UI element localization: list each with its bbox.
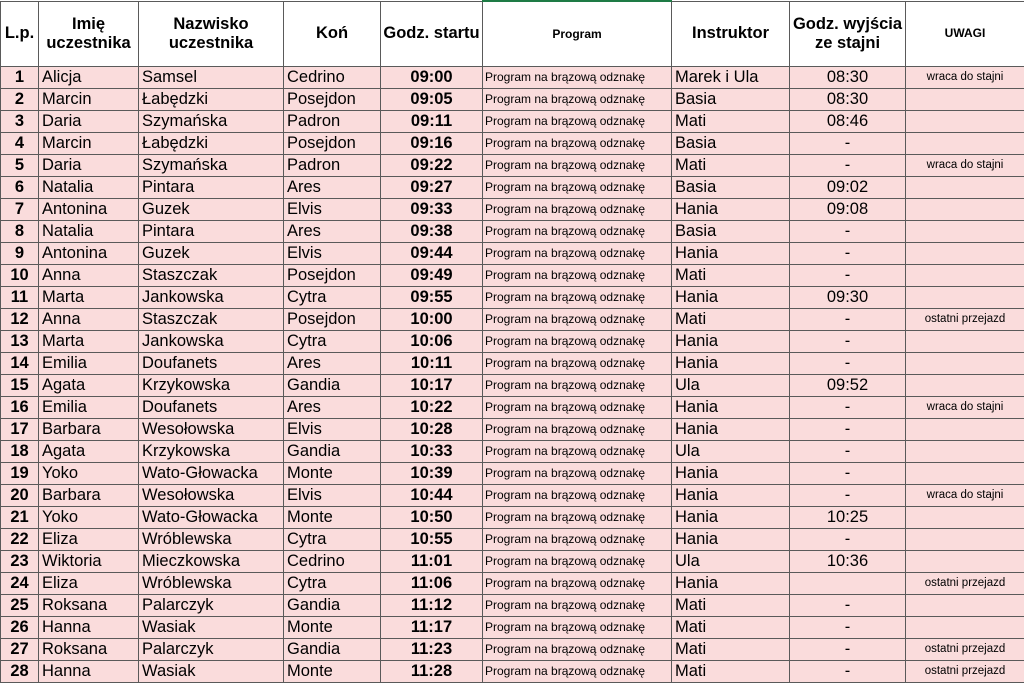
cell-notes[interactable]	[906, 595, 1024, 617]
table-row	[1, 617, 1024, 639]
cell-exit-time[interactable]: -	[790, 661, 906, 683]
cell-program[interactable]: Program na brązową odznakę	[483, 485, 672, 507]
cell-instructor[interactable]: Mati	[672, 309, 790, 331]
cell-notes[interactable]	[906, 507, 1024, 529]
cell-lp[interactable]: 13	[1, 331, 39, 353]
cell-start-time[interactable]: 10:00	[381, 309, 483, 331]
table-row	[1, 243, 1024, 265]
cell-notes[interactable]: wraca do stajni	[906, 67, 1024, 89]
cell-horse[interactable]: Gandia	[284, 639, 381, 661]
cell-first-name[interactable]: Emilia	[39, 397, 139, 419]
cell-instructor[interactable]: Hania	[672, 507, 790, 529]
cell-instructor[interactable]: Mati	[672, 639, 790, 661]
cell-last-name[interactable]: Doufanets	[139, 353, 284, 375]
cell-last-name[interactable]: Wato-Głowacka	[139, 463, 284, 485]
cell-first-name[interactable]: Barbara	[39, 419, 139, 441]
cell-notes[interactable]	[906, 463, 1024, 485]
cell-start-time[interactable]: 09:55	[381, 287, 483, 309]
cell-exit-time[interactable]: 10:36	[790, 551, 906, 573]
cell-exit-time[interactable]: 09:52	[790, 375, 906, 397]
table-row	[1, 353, 1024, 375]
cell-horse[interactable]: Posejdon	[284, 309, 381, 331]
cell-exit-time[interactable]: -	[790, 309, 906, 331]
cell-last-name[interactable]: Krzykowska	[139, 441, 284, 463]
cell-exit-time[interactable]: -	[790, 331, 906, 353]
cell-notes[interactable]	[906, 221, 1024, 243]
cell-lp[interactable]: 25	[1, 595, 39, 617]
cell-program[interactable]: Program na brązową odznakę	[483, 155, 672, 177]
cell-start-time[interactable]: 10:28	[381, 419, 483, 441]
cell-horse[interactable]: Ares	[284, 177, 381, 199]
cell-last-name[interactable]: Doufanets	[139, 397, 284, 419]
cell-notes[interactable]	[906, 353, 1024, 375]
cell-lp[interactable]: 4	[1, 133, 39, 155]
cell-last-name[interactable]: Palarczyk	[139, 639, 284, 661]
cell-notes[interactable]: wraca do stajni	[906, 155, 1024, 177]
cell-horse[interactable]: Monte	[284, 617, 381, 639]
cell-last-name[interactable]: Palarczyk	[139, 595, 284, 617]
cell-lp[interactable]: 19	[1, 463, 39, 485]
cell-last-name[interactable]: Staszczak	[139, 309, 284, 331]
cell-instructor[interactable]: Mati	[672, 617, 790, 639]
cell-notes[interactable]	[906, 419, 1024, 441]
cell-notes[interactable]	[906, 441, 1024, 463]
cell-exit-time[interactable]: -	[790, 595, 906, 617]
cell-first-name[interactable]: Yoko	[39, 463, 139, 485]
cell-last-name[interactable]: Guzek	[139, 199, 284, 221]
cell-exit-time[interactable]: 08:30	[790, 67, 906, 89]
cell-horse[interactable]: Cytra	[284, 529, 381, 551]
cell-instructor[interactable]: Hania	[672, 529, 790, 551]
table-row	[1, 397, 1024, 419]
cell-first-name[interactable]: Marta	[39, 287, 139, 309]
cell-horse[interactable]: Cedrino	[284, 67, 381, 89]
table-row	[1, 199, 1024, 221]
cell-notes[interactable]	[906, 529, 1024, 551]
cell-first-name[interactable]: Eliza	[39, 573, 139, 595]
cell-start-time[interactable]: 11:01	[381, 551, 483, 573]
cell-start-time[interactable]: 10:39	[381, 463, 483, 485]
cell-last-name[interactable]: Jankowska	[139, 331, 284, 353]
cell-horse[interactable]: Monte	[284, 507, 381, 529]
cell-notes[interactable]	[906, 287, 1024, 309]
cell-lp[interactable]: 20	[1, 485, 39, 507]
header-program[interactable]: Program	[483, 1, 672, 67]
cell-exit-time[interactable]: 09:30	[790, 287, 906, 309]
cell-start-time[interactable]: 09:22	[381, 155, 483, 177]
header-lp[interactable]: L.p.	[1, 1, 39, 67]
table-row	[1, 111, 1024, 133]
cell-notes[interactable]: wraca do stajni	[906, 397, 1024, 419]
table-row	[1, 221, 1024, 243]
table-row	[1, 177, 1024, 199]
cell-program[interactable]: Program na brązową odznakę	[483, 463, 672, 485]
header-horse[interactable]: Koń	[284, 1, 381, 67]
table-row	[1, 661, 1024, 683]
cell-first-name[interactable]: Hanna	[39, 661, 139, 683]
table-row	[1, 463, 1024, 485]
cell-lp[interactable]: 26	[1, 617, 39, 639]
cell-lp[interactable]: 14	[1, 353, 39, 375]
cell-program[interactable]: Program na brązową odznakę	[483, 353, 672, 375]
cell-lp[interactable]: 18	[1, 441, 39, 463]
cell-program[interactable]: Program na brązową odznakę	[483, 441, 672, 463]
cell-lp[interactable]: 2	[1, 89, 39, 111]
cell-program[interactable]: Program na brązową odznakę	[483, 287, 672, 309]
cell-instructor[interactable]: Hania	[672, 419, 790, 441]
cell-horse[interactable]: Monte	[284, 463, 381, 485]
cell-first-name[interactable]: Marcin	[39, 133, 139, 155]
cell-lp[interactable]: 16	[1, 397, 39, 419]
cell-program[interactable]: Program na brązową odznakę	[483, 265, 672, 287]
cell-instructor[interactable]: Hania	[672, 573, 790, 595]
cell-first-name[interactable]: Marta	[39, 331, 139, 353]
cell-last-name[interactable]: Pintara	[139, 221, 284, 243]
table-row	[1, 573, 1024, 595]
cell-instructor[interactable]: Ula	[672, 551, 790, 573]
cell-instructor[interactable]: Mati	[672, 155, 790, 177]
cell-exit-time[interactable]: 09:08	[790, 199, 906, 221]
cell-start-time[interactable]: 10:33	[381, 441, 483, 463]
cell-start-time[interactable]: 09:44	[381, 243, 483, 265]
cell-instructor[interactable]: Mati	[672, 595, 790, 617]
cell-first-name[interactable]: Barbara	[39, 485, 139, 507]
header-exit-time[interactable]: Godz. wyjścia ze stajni	[790, 1, 906, 67]
table-row	[1, 639, 1024, 661]
cell-notes[interactable]	[906, 331, 1024, 353]
cell-first-name[interactable]: Anna	[39, 265, 139, 287]
cell-program[interactable]: Program na brązową odznakę	[483, 639, 672, 661]
cell-horse[interactable]: Cytra	[284, 287, 381, 309]
header-instructor[interactable]: Instruktor	[672, 1, 790, 67]
cell-instructor[interactable]: Hania	[672, 331, 790, 353]
cell-last-name[interactable]: Wato-Głowacka	[139, 507, 284, 529]
cell-exit-time[interactable]: -	[790, 485, 906, 507]
table-row	[1, 309, 1024, 331]
cell-notes[interactable]: ostatni przejazd	[906, 661, 1024, 683]
cell-start-time[interactable]: 10:06	[381, 331, 483, 353]
cell-lp[interactable]: 27	[1, 639, 39, 661]
cell-last-name[interactable]: Szymańska	[139, 111, 284, 133]
cell-start-time[interactable]: 10:11	[381, 353, 483, 375]
cell-notes[interactable]	[906, 551, 1024, 573]
cell-first-name[interactable]: Eliza	[39, 529, 139, 551]
cell-program[interactable]: Program na brązową odznakę	[483, 309, 672, 331]
cell-lp[interactable]: 9	[1, 243, 39, 265]
cell-program[interactable]: Program na brązową odznakę	[483, 573, 672, 595]
table-row	[1, 507, 1024, 529]
cell-exit-time[interactable]: -	[790, 617, 906, 639]
cell-last-name[interactable]: Wasiak	[139, 617, 284, 639]
cell-start-time[interactable]: 11:17	[381, 617, 483, 639]
cell-instructor[interactable]: Hania	[672, 353, 790, 375]
cell-lp[interactable]: 5	[1, 155, 39, 177]
cell-notes[interactable]: ostatni przejazd	[906, 639, 1024, 661]
cell-program[interactable]: Program na brązową odznakę	[483, 111, 672, 133]
cell-lp[interactable]: 17	[1, 419, 39, 441]
cell-first-name[interactable]: Natalia	[39, 177, 139, 199]
cell-exit-time[interactable]: -	[790, 155, 906, 177]
cell-instructor[interactable]: Mati	[672, 265, 790, 287]
table-row	[1, 155, 1024, 177]
cell-notes[interactable]	[906, 265, 1024, 287]
table-row	[1, 287, 1024, 309]
cell-first-name[interactable]: Antonina	[39, 243, 139, 265]
cell-last-name[interactable]: Mieczkowska	[139, 551, 284, 573]
cell-program[interactable]: Program na brązową odznakę	[483, 133, 672, 155]
cell-notes[interactable]	[906, 133, 1024, 155]
cell-lp[interactable]: 8	[1, 221, 39, 243]
cell-horse[interactable]: Gandia	[284, 375, 381, 397]
cell-horse[interactable]: Posejdon	[284, 265, 381, 287]
cell-start-time[interactable]: 09:27	[381, 177, 483, 199]
cell-instructor[interactable]: Basia	[672, 221, 790, 243]
table-row	[1, 67, 1024, 89]
table-row	[1, 595, 1024, 617]
cell-first-name[interactable]: Yoko	[39, 507, 139, 529]
cell-last-name[interactable]: Wasiak	[139, 661, 284, 683]
cell-exit-time[interactable]: -	[790, 463, 906, 485]
cell-instructor[interactable]: Mati	[672, 661, 790, 683]
cell-start-time[interactable]: 10:17	[381, 375, 483, 397]
cell-first-name[interactable]: Daria	[39, 111, 139, 133]
table-row	[1, 133, 1024, 155]
cell-horse[interactable]: Monte	[284, 661, 381, 683]
cell-notes[interactable]: ostatni przejazd	[906, 309, 1024, 331]
cell-lp[interactable]: 22	[1, 529, 39, 551]
header-first-name[interactable]: Imię uczestnika	[39, 1, 139, 67]
table-row	[1, 551, 1024, 573]
cell-last-name[interactable]: Krzykowska	[139, 375, 284, 397]
cell-first-name[interactable]: Wiktoria	[39, 551, 139, 573]
cell-exit-time[interactable]: -	[790, 397, 906, 419]
cell-first-name[interactable]: Hanna	[39, 617, 139, 639]
cell-exit-time[interactable]: -	[790, 441, 906, 463]
cell-horse[interactable]: Cytra	[284, 331, 381, 353]
cell-program[interactable]: Program na brązową odznakę	[483, 595, 672, 617]
header-notes[interactable]: UWAGI	[906, 1, 1024, 67]
cell-program[interactable]: Program na brązową odznakę	[483, 507, 672, 529]
cell-lp[interactable]: 12	[1, 309, 39, 331]
cell-instructor[interactable]: Hania	[672, 463, 790, 485]
cell-program[interactable]: Program na brązową odznakę	[483, 397, 672, 419]
table-row	[1, 485, 1024, 507]
cell-notes[interactable]	[906, 617, 1024, 639]
cell-lp[interactable]: 11	[1, 287, 39, 309]
cell-start-time[interactable]: 09:33	[381, 199, 483, 221]
table-row	[1, 419, 1024, 441]
cell-exit-time[interactable]: -	[790, 265, 906, 287]
cell-horse[interactable]: Ares	[284, 397, 381, 419]
cell-last-name[interactable]: Wesołowska	[139, 419, 284, 441]
cell-horse[interactable]: Gandia	[284, 595, 381, 617]
cell-program[interactable]: Program na brązową odznakę	[483, 529, 672, 551]
cell-exit-time[interactable]: -	[790, 133, 906, 155]
cell-instructor[interactable]: Marek i Ula	[672, 67, 790, 89]
cell-start-time[interactable]: 09:00	[381, 67, 483, 89]
cell-horse[interactable]: Padron	[284, 155, 381, 177]
cell-instructor[interactable]: Basia	[672, 89, 790, 111]
cell-exit-time[interactable]: 08:46	[790, 111, 906, 133]
cell-lp[interactable]: 24	[1, 573, 39, 595]
cell-start-time[interactable]: 09:16	[381, 133, 483, 155]
cell-start-time[interactable]: 10:22	[381, 397, 483, 419]
header-last-name[interactable]: Nazwisko uczestnika	[139, 1, 284, 67]
cell-lp[interactable]: 3	[1, 111, 39, 133]
cell-lp[interactable]: 10	[1, 265, 39, 287]
cell-exit-time[interactable]: -	[790, 419, 906, 441]
cell-program[interactable]: Program na brązową odznakę	[483, 551, 672, 573]
cell-lp[interactable]: 6	[1, 177, 39, 199]
cell-instructor[interactable]: Mati	[672, 111, 790, 133]
cell-last-name[interactable]: Łabędzki	[139, 133, 284, 155]
cell-exit-time[interactable]: -	[790, 221, 906, 243]
cell-first-name[interactable]: Daria	[39, 155, 139, 177]
cell-exit-time[interactable]: 09:02	[790, 177, 906, 199]
cell-instructor[interactable]: Hania	[672, 199, 790, 221]
cell-program[interactable]: Program na brązową odznakę	[483, 177, 672, 199]
cell-start-time[interactable]: 11:23	[381, 639, 483, 661]
cell-start-time[interactable]: 10:44	[381, 485, 483, 507]
table-row	[1, 529, 1024, 551]
cell-exit-time[interactable]: -	[790, 529, 906, 551]
table-row	[1, 441, 1024, 463]
cell-horse[interactable]: Padron	[284, 111, 381, 133]
cell-lp[interactable]: 15	[1, 375, 39, 397]
cell-horse[interactable]: Ares	[284, 221, 381, 243]
cell-last-name[interactable]: Jankowska	[139, 287, 284, 309]
cell-lp[interactable]: 7	[1, 199, 39, 221]
cell-instructor[interactable]: Hania	[672, 397, 790, 419]
cell-program[interactable]: Program na brązową odznakę	[483, 661, 672, 683]
cell-notes[interactable]	[906, 243, 1024, 265]
cell-exit-time[interactable]: 10:25	[790, 507, 906, 529]
cell-notes[interactable]	[906, 89, 1024, 111]
cell-program[interactable]: Program na brązową odznakę	[483, 375, 672, 397]
table-row	[1, 331, 1024, 353]
cell-notes[interactable]	[906, 111, 1024, 133]
cell-first-name[interactable]: Anna	[39, 309, 139, 331]
cell-last-name[interactable]: Wesołowska	[139, 485, 284, 507]
header-row	[1, 1, 1024, 67]
cell-start-time[interactable]: 09:11	[381, 111, 483, 133]
cell-last-name[interactable]: Wróblewska	[139, 529, 284, 551]
cell-start-time[interactable]: 11:12	[381, 595, 483, 617]
table-row	[1, 375, 1024, 397]
cell-instructor[interactable]: Hania	[672, 485, 790, 507]
cell-horse[interactable]: Elvis	[284, 485, 381, 507]
header-start-time[interactable]: Godz. startu	[381, 1, 483, 67]
cell-exit-time[interactable]: -	[790, 353, 906, 375]
cell-notes[interactable]: wraca do stajni	[906, 485, 1024, 507]
cell-first-name[interactable]: Agata	[39, 441, 139, 463]
cell-instructor[interactable]: Basia	[672, 177, 790, 199]
cell-program[interactable]: Program na brązową odznakę	[483, 419, 672, 441]
cell-last-name[interactable]: Staszczak	[139, 265, 284, 287]
cell-first-name[interactable]: Marcin	[39, 89, 139, 111]
cell-first-name[interactable]: Emilia	[39, 353, 139, 375]
cell-last-name[interactable]: Wróblewska	[139, 573, 284, 595]
cell-horse[interactable]: Elvis	[284, 199, 381, 221]
cell-exit-time[interactable]: 08:30	[790, 89, 906, 111]
cell-instructor[interactable]: Hania	[672, 287, 790, 309]
cell-first-name[interactable]: Alicja	[39, 67, 139, 89]
cell-horse[interactable]: Ares	[284, 353, 381, 375]
cell-start-time[interactable]: 09:05	[381, 89, 483, 111]
cell-first-name[interactable]: Roksana	[39, 595, 139, 617]
cell-start-time[interactable]: 10:50	[381, 507, 483, 529]
cell-program[interactable]: Program na brązową odznakę	[483, 243, 672, 265]
cell-notes[interactable]: ostatni przejazd	[906, 573, 1024, 595]
cell-exit-time[interactable]: -	[790, 243, 906, 265]
cell-start-time[interactable]: 11:06	[381, 573, 483, 595]
cell-first-name[interactable]: Antonina	[39, 199, 139, 221]
cell-last-name[interactable]: Łabędzki	[139, 89, 284, 111]
cell-last-name[interactable]: Pintara	[139, 177, 284, 199]
cell-lp[interactable]: 28	[1, 661, 39, 683]
cell-first-name[interactable]: Roksana	[39, 639, 139, 661]
cell-horse[interactable]: Cytra	[284, 573, 381, 595]
table-row	[1, 89, 1024, 111]
cell-last-name[interactable]: Szymańska	[139, 155, 284, 177]
cell-lp[interactable]: 21	[1, 507, 39, 529]
cell-horse[interactable]: Elvis	[284, 419, 381, 441]
cell-horse[interactable]: Elvis	[284, 243, 381, 265]
cell-instructor[interactable]: Hania	[672, 243, 790, 265]
cell-last-name[interactable]: Guzek	[139, 243, 284, 265]
cell-program[interactable]: Program na brązową odznakę	[483, 617, 672, 639]
cell-program[interactable]: Program na brązową odznakę	[483, 89, 672, 111]
cell-exit-time[interactable]	[790, 573, 906, 595]
cell-start-time[interactable]: 09:49	[381, 265, 483, 287]
cell-instructor[interactable]: Ula	[672, 375, 790, 397]
cell-start-time[interactable]: 09:38	[381, 221, 483, 243]
cell-instructor[interactable]: Basia	[672, 133, 790, 155]
cell-horse[interactable]: Cedrino	[284, 551, 381, 573]
cell-notes[interactable]	[906, 177, 1024, 199]
cell-notes[interactable]	[906, 375, 1024, 397]
cell-last-name[interactable]: Samsel	[139, 67, 284, 89]
cell-horse[interactable]: Posejdon	[284, 133, 381, 155]
cell-program[interactable]: Program na brązową odznakę	[483, 199, 672, 221]
table-row	[1, 265, 1024, 287]
cell-lp[interactable]: 23	[1, 551, 39, 573]
cell-program[interactable]: Program na brązową odznakę	[483, 331, 672, 353]
cell-horse[interactable]: Posejdon	[284, 89, 381, 111]
cell-horse[interactable]: Gandia	[284, 441, 381, 463]
cell-exit-time[interactable]: -	[790, 639, 906, 661]
cell-first-name[interactable]: Agata	[39, 375, 139, 397]
cell-lp[interactable]: 1	[1, 67, 39, 89]
cell-notes[interactable]	[906, 199, 1024, 221]
cell-start-time[interactable]: 10:55	[381, 529, 483, 551]
cell-program[interactable]: Program na brązową odznakę	[483, 221, 672, 243]
cell-start-time[interactable]: 11:28	[381, 661, 483, 683]
cell-program[interactable]: Program na brązową odznakę	[483, 67, 672, 89]
cell-instructor[interactable]: Ula	[672, 441, 790, 463]
cell-first-name[interactable]: Natalia	[39, 221, 139, 243]
